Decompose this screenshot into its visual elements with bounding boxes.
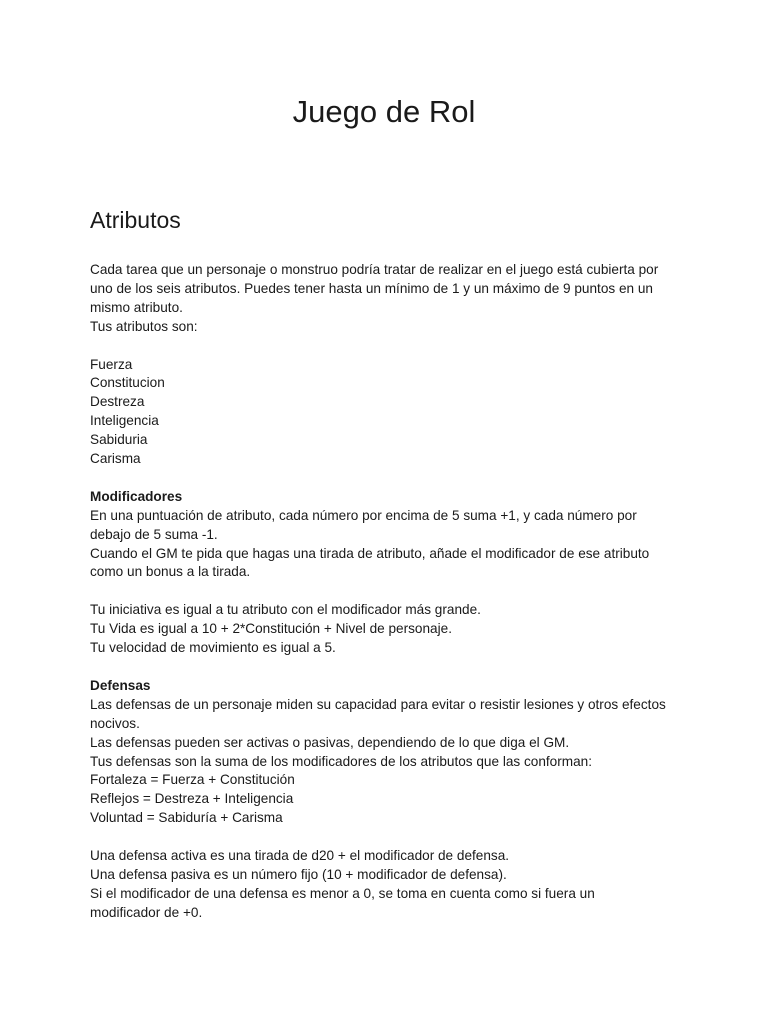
attribute-item: Constitucion [90, 375, 165, 391]
attribute-item: Fuerza [90, 356, 133, 372]
defensas-line: Tus defensas son la suma de los modificadores de los atributos que las conforman: [90, 753, 592, 769]
modificadores-line: como un bonus a la tirada. [90, 564, 251, 580]
spacer [90, 658, 690, 677]
modificadores-line: debajo de 5 suma -1. [90, 526, 218, 542]
attribute-item: Inteligencia [90, 413, 159, 429]
section-heading-atributos: Atributos [90, 207, 181, 233]
spacer [90, 337, 690, 356]
document-body [90, 203, 690, 923]
defense-rule-line: modificador de +0. [90, 904, 203, 920]
defense-rule-line: Una defensa pasiva es un número fijo (10 + modificador de defensa). [90, 866, 507, 882]
defensas-line: Voluntad = Sabiduría + Carisma [90, 810, 283, 826]
defensas-line: nocivos. [90, 715, 140, 731]
attribute-list [90, 356, 690, 469]
intro-line: Cada tarea que un personaje o monstruo podría tratar de realizar en el juego está cubierta por [90, 262, 659, 277]
defensas-heading: Defensas [90, 677, 151, 693]
stats-line: Tu velocidad de movimiento es igual a 5. [90, 640, 336, 656]
attribute-item: Carisma [90, 451, 141, 467]
stats-line: Tu iniciativa es igual a tu atributo con el modificador más grande. [90, 602, 481, 618]
defense-rule-line: Si el modificador de una defensa es menor a 0, se toma en cuenta como si fuera un [90, 885, 595, 901]
spacer [90, 582, 690, 601]
intro-line: Tus atributos son: [90, 318, 198, 334]
defensas-line: Reflejos = Destreza + Inteligencia [90, 791, 294, 807]
attribute-item: Destreza [90, 394, 145, 410]
modificadores-line: En una puntuación de atributo, cada número por encima de 5 suma +1, y cada número por [90, 507, 637, 523]
intro-line: uno de los seis atributos. Puedes tener hasta un mínimo de 1 y un máximo de 9 puntos en un [90, 280, 653, 296]
stats-line: Tu Vida es igual a 10 + 2*Constitución + Nivel de personaje. [90, 621, 452, 637]
modificadores-line: Cuando el GM te pida que hagas una tirada de atributo, añade el modificador de ese atributo [90, 545, 650, 561]
attribute-item: Sabiduria [90, 432, 148, 448]
page-title: Juego de Rol [292, 94, 476, 129]
spacer [90, 828, 690, 847]
defense-rule-line: Una defensa activa es una tirada de d20 + el modificador de defensa. [90, 848, 510, 864]
intro-line: mismo atributo. [90, 299, 183, 315]
spacer [90, 469, 690, 488]
defensas-line: Las defensas pueden ser activas o pasivas, dependiendo de lo que diga el GM. [90, 734, 570, 750]
defensas-line: Las defensas de un personaje miden su capacidad para evitar o resistir lesiones y otros efectos [90, 696, 666, 712]
defensas-line: Fortaleza = Fuerza + Constitución [90, 772, 295, 788]
modificadores-heading: Modificadores [90, 488, 183, 504]
